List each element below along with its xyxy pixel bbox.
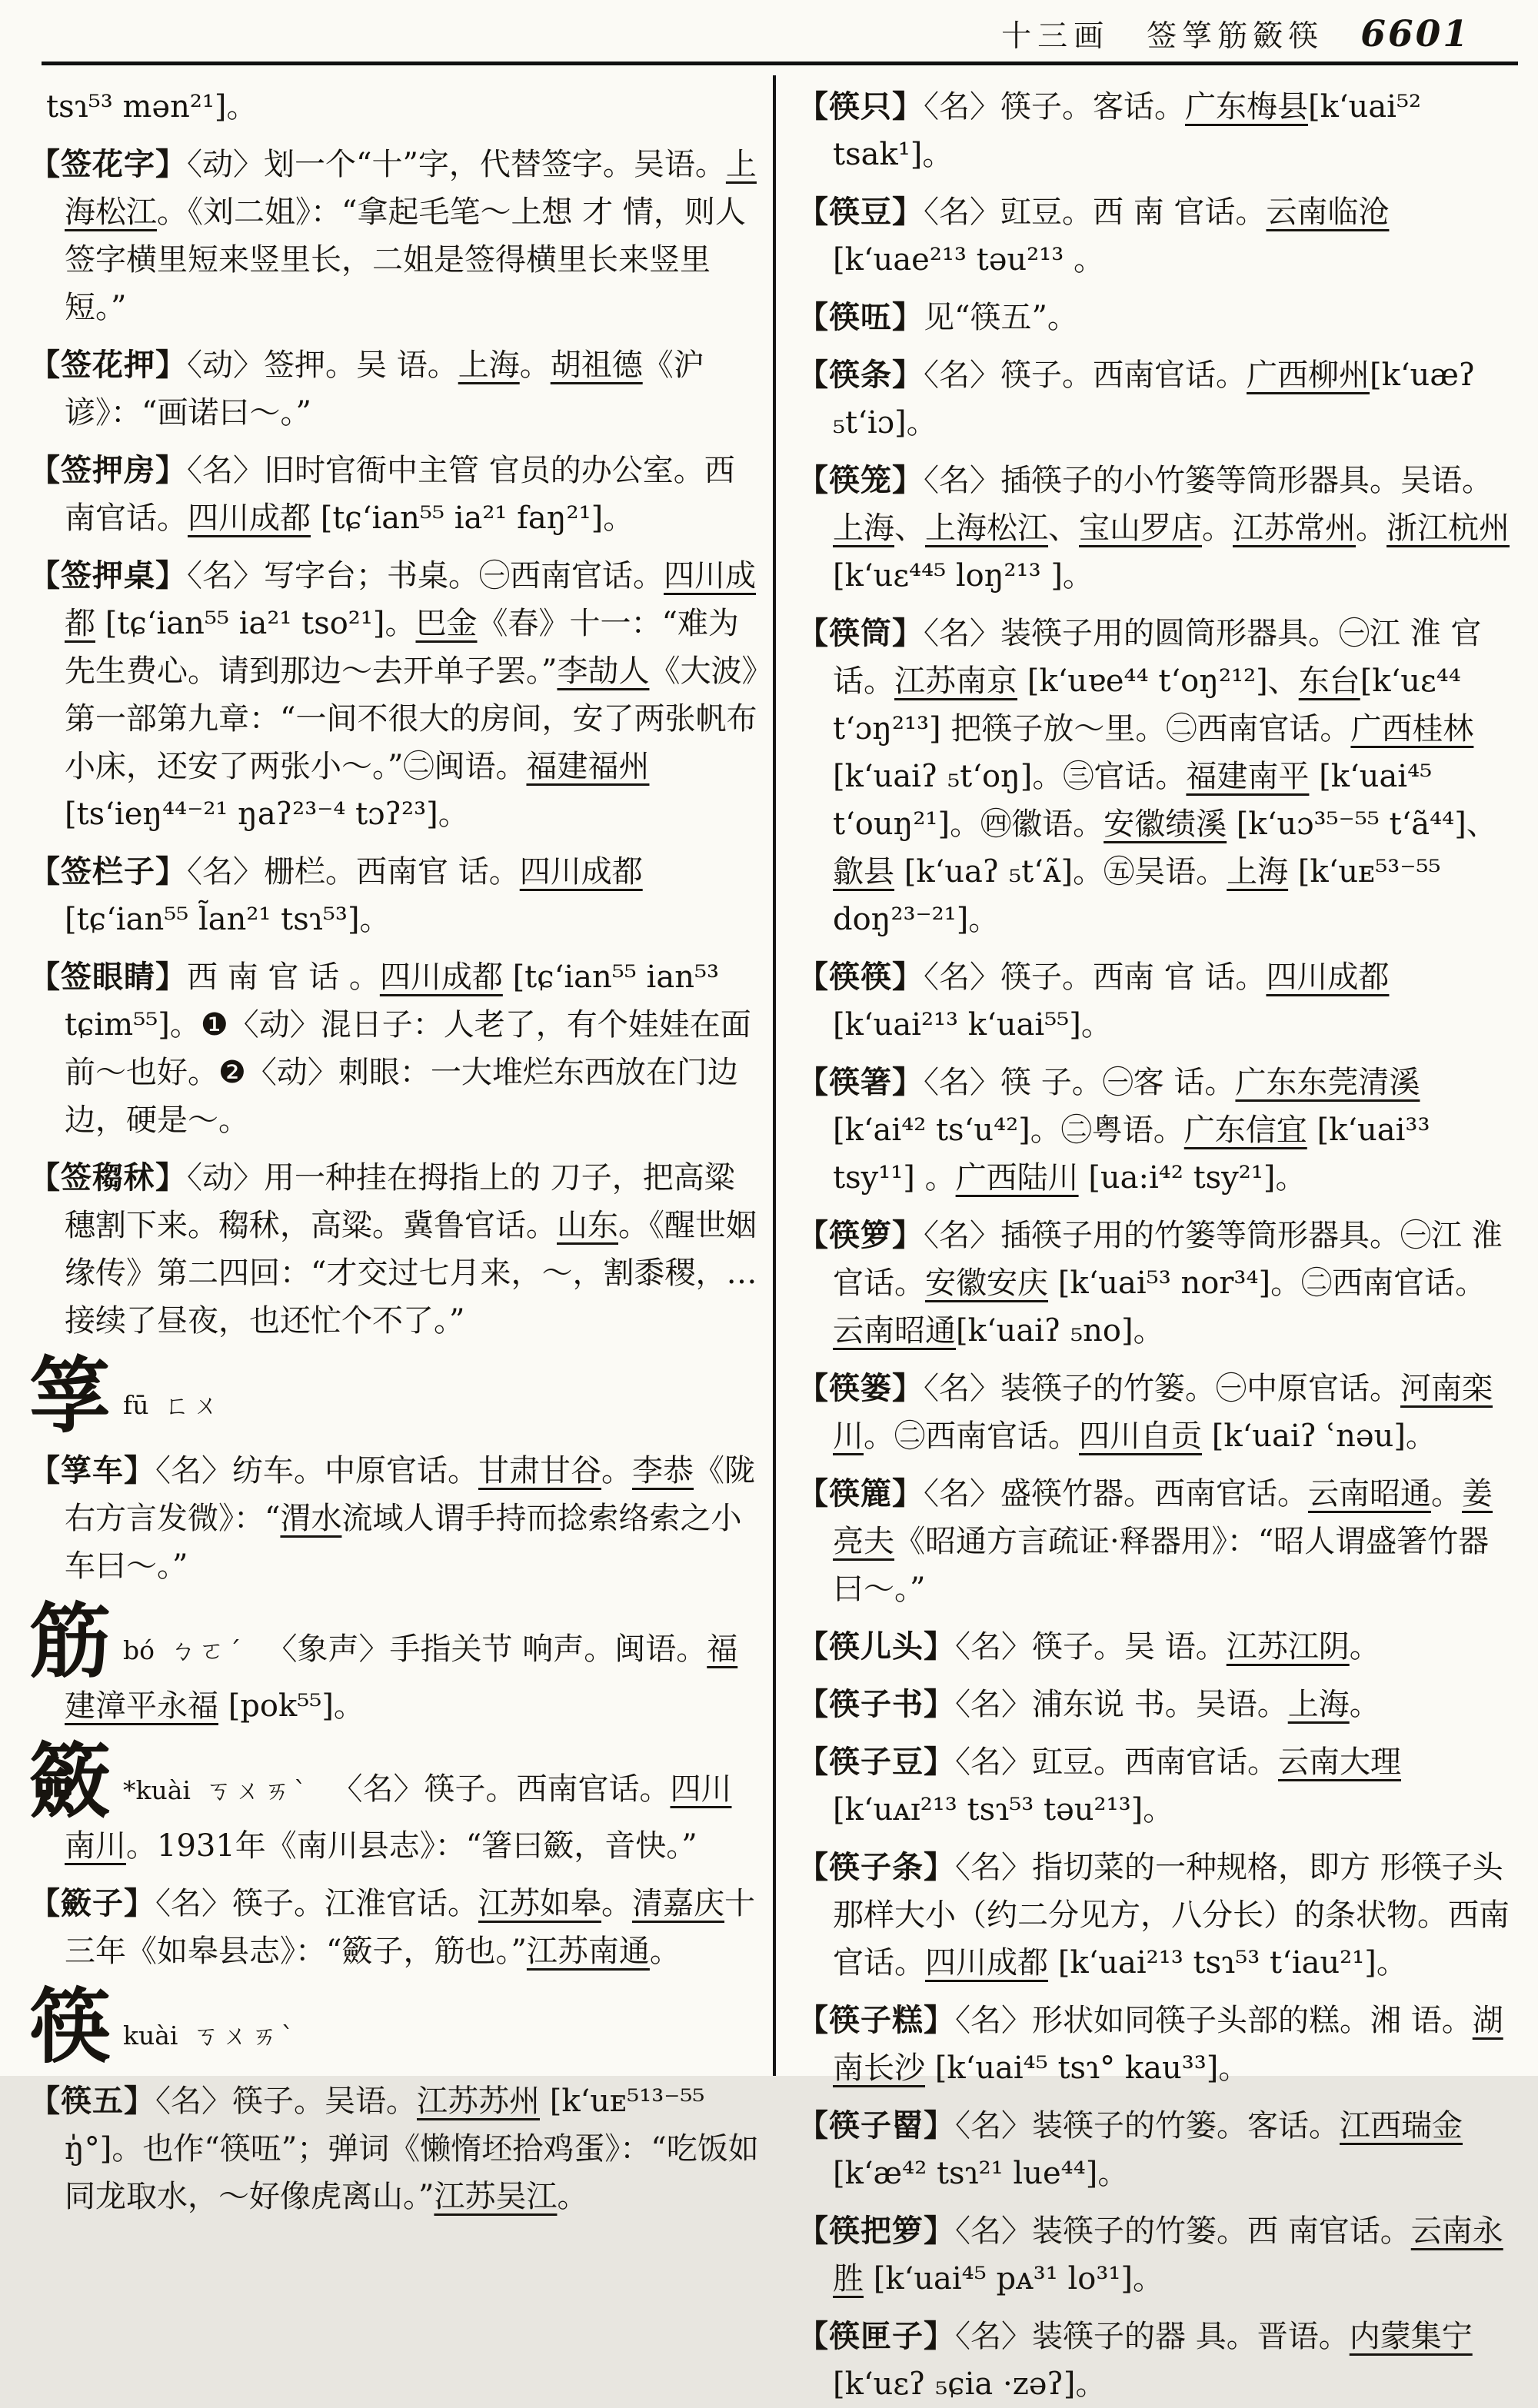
entry-headword: 【筟车】 — [29, 1452, 155, 1488]
dict-entry — [29, 953, 761, 1144]
entry-headword: 【筷匣子】 — [797, 2318, 955, 2354]
entry-body: 〈名〉装筷子的竹篓。客话。江西瑞金[k‘æ⁴² tsɿ²¹ lue⁴⁴]。 — [833, 2108, 1463, 2191]
entry-body: 〈名〉指切菜的一种规格，即方 形筷子头那样大小（约二分见方，八分长）的条状物。西南官话。四川成都 [k‘uai²¹³ tsɿ⁵³ t‘iau²¹]。 — [833, 1850, 1510, 1981]
entry-body: 〈名〉筷子。西南 官 话。四川成都 [k‘uai²¹³ k‘uai⁵⁵]。 — [833, 960, 1390, 1043]
entry-headword: 【签䅳秫】 — [29, 1159, 187, 1196]
dict-entry — [797, 2207, 1512, 2303]
page-header — [1001, 12, 1470, 55]
stroke-section-title: 十三画 — [1001, 19, 1110, 54]
dict-entry — [797, 2313, 1512, 2408]
entry-headword: 【籢子】 — [29, 1885, 155, 1921]
dict-entry — [29, 1447, 761, 1590]
dict-entry — [29, 447, 761, 542]
entry-headword: 【签栏子】 — [29, 853, 187, 890]
entry-body: tsɿ⁵³ mən²¹]。 — [46, 89, 258, 125]
dict-entry — [29, 1880, 761, 1975]
entry-headword: 【筷箩】 — [797, 1217, 924, 1253]
entry-body: 〈名〉筷子。吴 语。江苏江阴。 — [955, 1629, 1380, 1665]
entry-body: 见“筷五”。 — [924, 300, 1078, 335]
entry-headword: 【筷五】 — [29, 2083, 155, 2119]
entry-headword: 【筷子罶】 — [797, 2107, 955, 2144]
entry-headword: 【筷篓】 — [797, 1370, 924, 1406]
entry-body: 西 南 官 话 。四川成都 [tɕ‘ian⁵⁵ ian⁵³ tɕim⁵⁵]。❶〈动〉混日子：人老了，有个娃娃在面前～也好。❷〈动〉刺眼：一大堆烂东西放在门边边，硬是～。 — [65, 960, 751, 1138]
dict-entry — [797, 1470, 1512, 1613]
head-character: 筟 — [29, 1348, 111, 1444]
head-pinyin: fū — [123, 1390, 149, 1420]
entry-body: 〈名〉筷子。西南官话。广西柳州[k‘uæʔ ₅t‘iɔ]。 — [833, 358, 1476, 441]
dict-entry — [797, 1365, 1512, 1460]
head-character-block — [29, 1733, 761, 1870]
entry-body: 〈名〉装筷子的竹篓。㊀中原官话。河南栾川。㊁西南官话。四川自贡 [k‘uaiʔ ʿnəu]。 — [833, 1371, 1493, 1454]
head-character-block — [29, 1348, 761, 1444]
dict-entry — [797, 1681, 1512, 1728]
dict-entry — [797, 83, 1512, 178]
continuation-text — [29, 83, 761, 131]
dict-entry — [797, 188, 1512, 284]
head-pinyin: *kuài — [123, 1775, 191, 1805]
head-pinyin: bó — [123, 1635, 155, 1665]
dict-entry — [797, 1997, 1512, 2092]
head-zhuyin: ㄎㄨㄞˋ — [193, 2021, 298, 2050]
dict-entry — [797, 294, 1512, 341]
entry-headword: 【筷筒】 — [797, 615, 924, 651]
head-character: 筷 — [29, 1978, 111, 2074]
head-character: 籢 — [29, 1733, 111, 1829]
head-zhuyin: ㄅㄛˊ — [170, 1635, 245, 1665]
entry-headword: 【筷子豆】 — [797, 1744, 955, 1780]
dict-entry — [797, 2102, 1512, 2197]
entry-headword: 【筷子条】 — [797, 1849, 955, 1885]
entry-body: 〈名〉插筷子的小竹篓等筒形器具。吴语。上海、上海松江、宝山罗店。江苏常州。浙江杭州 [k‘uɛ⁴⁴⁵ loŋ²¹³ ]。 — [833, 463, 1510, 594]
dict-entry — [29, 848, 761, 943]
head-character-block — [29, 1593, 761, 1730]
dict-entry — [797, 953, 1512, 1049]
entry-headword: 【筷子书】 — [797, 1686, 955, 1722]
entry-headword: 【筷簏】 — [797, 1475, 924, 1512]
dict-entry — [29, 141, 761, 331]
entry-headword: 【筷儿头】 — [797, 1628, 955, 1665]
entry-headword: 【筷㕶】 — [797, 299, 924, 335]
header-characters: 签筟筋籢筷 — [1147, 19, 1324, 54]
entry-body: 〈名〉豇豆。西 南 官话。云南临沧 [k‘uae²¹³ təu²¹³ 。 — [833, 195, 1390, 278]
dict-entry — [797, 351, 1512, 447]
entry-headword: 【签花押】 — [29, 347, 187, 383]
entry-body: 〈名〉纺车。中原官话。甘肃甘谷。李恭《陇右方言发微》：“渭水流域人谓手持而捻索络索之小车曰～。” — [65, 1453, 755, 1584]
left-column — [22, 75, 773, 2214]
dict-entry — [797, 1623, 1512, 1671]
entry-body: 〈名〉浦东说 书。吴语。上海。 — [955, 1687, 1380, 1722]
entry-headword: 【筷豆】 — [797, 194, 924, 230]
entry-body: 〈动〉签押。吴 语。上海。胡祖德《沪谚》：“画诺曰～。” — [65, 348, 704, 431]
entry-body: 〈名〉写字台；书桌。㊀西南官话。四川成都 [tɕ‘ian⁵⁵ ia²¹ tso²¹]。巴金《春》十一：“难为先生费心。请到那边～去开单子罢。”李劼人《大波》第一部第九章：“一间不很大的房间，安了两张帆布小床，还安了两张小～。”㊁闽语。福建福州 [ts‘ieŋ⁴⁴⁻²¹ ŋaʔ²³⁻⁴ tɔʔ²³]。 — [65, 558, 757, 832]
entry-headword: 【签花字】 — [29, 146, 187, 182]
entry-headword: 【筷条】 — [797, 357, 924, 393]
right-column — [773, 75, 1524, 2402]
entry-headword: 【签押桌】 — [29, 557, 187, 594]
entry-body: 〈名〉筷子。江淮官话。江苏如皋。清嘉庆十三年《如皋县志》：“籢子，筋也。”江苏南通。 — [65, 1886, 755, 1969]
entry-headword: 【签押房】 — [29, 452, 187, 488]
entry-body: 〈名〉装筷子的竹篓。西 南官话。云南永胜 [k‘uai⁴⁵ pᴀ³¹ lo³¹]。 — [833, 2213, 1503, 2297]
entry-headword: 【筷把箩】 — [797, 2213, 955, 2249]
entry-body: 〈名〉装筷子的器 具。晋语。内蒙集宁[k‘uɛʔ ₅ɕia ·zəʔ]。 — [833, 2319, 1473, 2402]
entry-headword: 【筷箸】 — [797, 1064, 924, 1100]
dict-entry — [29, 341, 761, 437]
entry-body: 〈名〉装筷子用的圆筒形器具。㊀江 淮 官话。江苏南京 [k‘uɐe⁴⁴ t‘oŋ²¹²]、东台[k‘uɛ⁴⁴ t‘ɔŋ²¹³] 把筷子放～里。㊁西南官话。广西桂林[k‘uaiʔ ₅t‘oŋ]。㊂官话。福建南平 [k‘uai⁴⁵ t‘ouŋ²¹]。㊃徽语。安徽绩溪 [k‘uɔ³⁵⁻⁵⁵ t‘ã⁴⁴]、歙县 [k‘uaʔ ₅t‘ᴀ̃]。㊄吴语。上海 [k‘uᴇ⁵³⁻⁵⁵ doŋ²³⁻²¹]。 — [833, 616, 1497, 937]
dict-entry — [29, 2077, 761, 2220]
head-zhuyin: ㄎㄨㄞˋ — [205, 1775, 311, 1805]
entry-body: 〈名〉筷子。吴语。江苏苏州 [k‘uᴇ⁵¹³⁻⁵⁵ ŋ̍°]。也作“筷㕶”；弹词《懒惰坯拾鸡蛋》：“吃饭如同龙取水，～好像虎离山。”江苏吴江。 — [65, 2084, 759, 2214]
dict-entry — [797, 1059, 1512, 1202]
entry-body: 〈象声〉手指关节 响声。闽语。福建漳平永福 [pok⁵⁵]。 — [65, 1631, 738, 1724]
dict-entry — [29, 552, 761, 838]
dict-entry — [797, 1212, 1512, 1355]
entry-body: 〈名〉筷子。客话。广东梅县[k‘uai⁵² tsak¹]。 — [833, 89, 1422, 172]
dict-entry — [797, 457, 1512, 600]
entry-body: 〈名〉栅栏。西南官 话。四川成都[tɕ‘ian⁵⁵ l̃an²¹ tsɿ⁵³]。 — [65, 854, 643, 937]
head-character: 筋 — [29, 1593, 111, 1689]
text-columns — [22, 75, 1524, 2402]
dict-entry — [797, 1738, 1512, 1834]
dict-entry — [797, 610, 1512, 943]
entry-body: 〈动〉划一个“十”字，代替签字。吴语。上海松江。《刘二姐》：“拿起毛笔～上想 才 情，则人签字横里短来竖里长，二姐是签得横里长来竖里短。” — [65, 147, 757, 325]
entry-body: 〈名〉插筷子用的竹篓等筒形器具。㊀江 淮 官话。安徽安庆 [k‘uai⁵³ nor³⁴]。㊁西南官话。云南昭通[k‘uaiʔ ₅no]。 — [833, 1218, 1503, 1349]
entry-body: 〈动〉用一种挂在拇指上的 刀子，把高粱穗割下来。䅳秫，高粱。冀鲁官话。山东。《醒世姻缘传》第二四回：“才交过七月来，～，割黍稷，…接续了昼夜，也还忙个不了。” — [65, 1160, 757, 1339]
dict-entry — [29, 1154, 761, 1345]
entry-body: 〈名〉豇豆。西南官话。云南大理[k‘uᴀɪ²¹³ tsɿ⁵³ təu²¹³]。 — [833, 1744, 1401, 1828]
entry-headword: 【筷筷】 — [797, 959, 924, 995]
entry-body: 〈名〉筷 子。㊀客 话。广东东莞清溪 [k‘ai⁴² ts‘u⁴²]。㊁粤语。广东信宜 [k‘uai³³ tsy¹¹] 。广西陆川 [ua:i⁴² tsy²¹]。 — [833, 1065, 1430, 1196]
entry-headword: 【筷只】 — [797, 88, 924, 125]
head-zhuyin: ㄈㄨ — [164, 1390, 223, 1420]
entry-headword: 【筷子糕】 — [797, 2002, 955, 2038]
dict-entry — [797, 1844, 1512, 1987]
entry-headword: 【筷笼】 — [797, 462, 924, 498]
entry-body: 〈名〉形状如同筷子头部的糕。湘 语。湖南长沙 [k‘uai⁴⁵ tsɿ° kau³³]。 — [833, 2003, 1503, 2086]
head-pinyin: kuài — [123, 2021, 178, 2050]
page-number: 6601 — [1360, 13, 1470, 55]
entry-body: 〈名〉旧时官衙中主管 官员的办公室。西南官话。四川成都 [tɕ‘ian⁵⁵ ia²¹ faŋ²¹]。 — [65, 453, 735, 536]
header-rule — [42, 62, 1518, 65]
entry-headword: 【签眼睛】 — [29, 959, 187, 995]
head-character-block — [29, 1978, 761, 2074]
entry-body: 〈名〉筷子。西南官话。四川南川。1931年《南川县志》：“箸曰籢，音快。” — [65, 1771, 732, 1864]
entry-body: 〈名〉盛筷竹器。西南官话。云南昭通。姜亮夫《昭通方言疏证·释器用》：“昭人谓盛箸竹器曰～。” — [833, 1476, 1493, 1607]
